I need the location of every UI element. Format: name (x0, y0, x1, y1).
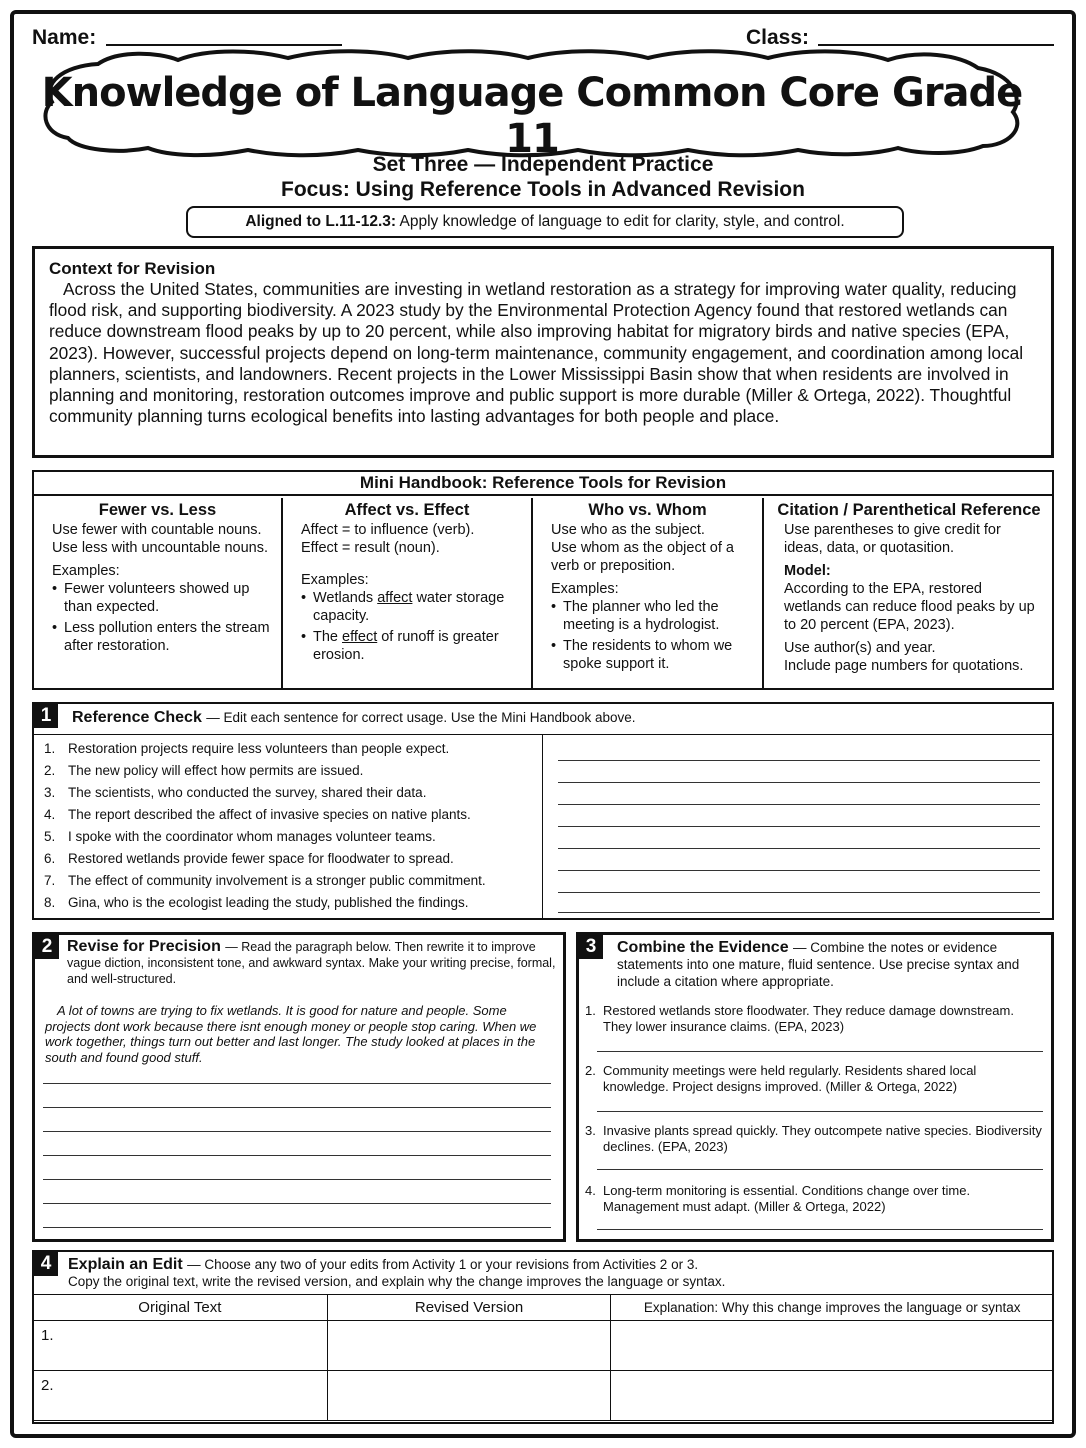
answer-line[interactable] (43, 1227, 551, 1228)
activity-3-title: Combine the Evidence (617, 939, 789, 956)
table-row (33, 1321, 1054, 1371)
list-item: 4. The report described the affect of invasive species on native plants. (44, 807, 471, 822)
affect-example-2: • The effect of runoff is greater erosion. (301, 628, 521, 664)
activity-2-desc: — Read the paragraph below. Then rewrite it to improve vague diction, inconsistent tone, and awkward syntax. Make your writing precise, formal, and well-structured. (67, 940, 556, 986)
handbook-affect-effect (283, 498, 533, 688)
column-header-original: Original Text (33, 1295, 328, 1321)
list-item: 5. I spoke with the coordinator whom manages volunteer teams. (44, 829, 436, 844)
activity-4-title: Explain an Edit (68, 1256, 183, 1273)
context-title: Context for Revision (49, 259, 216, 278)
fewer-examples-label: Examples: (52, 563, 120, 579)
title-banner (38, 46, 1026, 162)
combine-item-4: 4. Long-term monitoring is essential. Conditions change over time. Management must adapt. (Miller & Ortega, 2022) (585, 1183, 971, 1214)
revised-cell-2[interactable] (327, 1371, 611, 1421)
affect-examples-label: Examples: (301, 572, 369, 588)
combine-item-1: 1. Restored wetlands store floodwater. They reduce damage downstream. They lower insurance claims. (EPA, 2023) (585, 1003, 1014, 1034)
activity-4-desc: — Choose any two of your edits from Activity 1 or your revisions from Activities 2 or 3. (187, 1257, 699, 1272)
activity-3-desc: — Combine the notes or evidence statements into one mature, fluid sentence. Use precise syntax and include a citation where appropriate. (617, 940, 1020, 989)
answer-line[interactable] (43, 1203, 551, 1204)
answer-line[interactable] (558, 892, 1040, 893)
list-item: 2. The new policy will effect how permits are issued. (44, 763, 364, 778)
table-row (33, 1371, 1054, 1421)
activity-4-desc-2: Copy the original text, write the revised version, and explain why the change improves the language or syntax. (68, 1274, 726, 1289)
explanation-cell-1[interactable] (611, 1321, 1054, 1371)
context-box (32, 246, 1054, 458)
citation-heading: Citation / Parenthetical Reference (777, 501, 1041, 519)
who-example-1: • The planner who led the meeting is a hydrologist. (551, 598, 752, 634)
alignment-label: Aligned to L.11-12.3: (245, 213, 397, 230)
answer-line[interactable] (43, 1107, 551, 1108)
answer-line[interactable] (558, 848, 1040, 849)
handbook-citation (764, 498, 1052, 688)
citation-model: According to the EPA, restored wetlands can reduce flood peaks by up to 20 percent (EPA, 2023). (784, 581, 1035, 633)
standard-alignment (186, 206, 904, 238)
list-item: 7. The effect of community involvement is a stronger public commitment. (44, 873, 486, 888)
citation-rule: Use parentheses to give credit for ideas, data, or quotasition. (784, 522, 1001, 556)
handbook-fewer-less (34, 498, 283, 688)
reference-check-list (44, 738, 486, 914)
answer-line[interactable] (558, 870, 1040, 871)
activity-4-box (32, 1250, 1054, 1424)
activity-1-desc: — Edit each sentence for correct usage. Use the Mini Handbook above. (206, 710, 636, 725)
activity-1-title: Reference Check (72, 709, 202, 726)
citation-note-2: Include page numbers for quotations. (784, 658, 1024, 674)
who-heading: Who vs. Whom (588, 501, 707, 519)
affect-rule-2: Effect = result (noun). (301, 540, 440, 556)
revise-paragraph: A lot of towns are trying to fix wetlands. It is good for nature and people. Some projects dont work because there isnt enough money or people stop caring. When we work together, things turn out better and last longer. The study looked at places in the south and found good stuff. (45, 1003, 537, 1065)
activity-3-box (576, 932, 1054, 1242)
combine-item-2: 2. Community meetings were held regularly. Residents shared local knowledge. Project designs improved. (Miller & Ortega, 2022) (585, 1063, 977, 1094)
activity-2-header (67, 939, 561, 987)
answer-line[interactable] (43, 1131, 551, 1132)
who-rule-2: Use whom as the object of a verb or preposition. (551, 540, 734, 574)
explain-table-wrap (32, 1294, 1054, 1421)
activity-2-box (32, 932, 566, 1242)
combine-item-3: 3. Invasive plants spread quickly. They outcompete native species. Biodiversity declines. (EPA, 2023) (585, 1123, 1042, 1154)
answer-line[interactable] (597, 1111, 1043, 1112)
citation-note-1: Use author(s) and year. (784, 640, 936, 656)
list-item: 1. Restoration projects require less volunteers than people expect. (44, 741, 450, 756)
list-item: 6. Restored wetlands provide fewer space for floodwater to spread. (44, 851, 454, 866)
answer-line[interactable] (558, 782, 1040, 783)
answer-line[interactable] (43, 1179, 551, 1180)
fewer-example-1: • Fewer volunteers showed up than expected. (52, 580, 271, 616)
alignment-text: Apply knowledge of language to edit for clarity, style, and control. (399, 213, 845, 230)
fewer-rule: Use fewer with countable nouns. Use less with uncountable nouns. (52, 522, 269, 556)
activity-2-number: 2 (35, 935, 59, 959)
activity-3-header (617, 939, 1045, 990)
citation-model-label: Model: (784, 563, 831, 579)
column-header-explanation: Explanation: Why this change improves the language or syntax (611, 1295, 1054, 1321)
answer-line[interactable] (43, 1155, 551, 1156)
name-label: Name: (32, 26, 97, 49)
revised-cell-1[interactable] (327, 1321, 611, 1371)
answer-line[interactable] (43, 1083, 551, 1084)
activity-1-header (72, 709, 636, 727)
answer-line[interactable] (558, 804, 1040, 805)
affect-rule-1: Affect = to influence (verb). (301, 522, 475, 538)
activity-3-number: 3 (579, 935, 603, 959)
original-text-cell-2[interactable]: 2. (33, 1371, 328, 1421)
handbook-who-whom (533, 498, 764, 688)
focus-line: Focus: Using Reference Tools in Advanced Revision (281, 178, 805, 201)
activity-4-number: 4 (34, 1252, 58, 1276)
worksheet-title: Knowledge of Language Common Core Grade 11 (41, 70, 1023, 162)
answer-line[interactable] (597, 1229, 1043, 1230)
answer-line[interactable] (558, 826, 1040, 827)
activity-1-box (32, 702, 1054, 920)
affect-example-1: • Wetlands affect water storage capacity. (301, 589, 521, 625)
affect-heading: Affect vs. Effect (344, 501, 470, 519)
answer-line[interactable] (558, 760, 1040, 761)
explain-table (32, 1294, 1054, 1421)
activity-1-number: 1 (34, 704, 58, 728)
column-header-revised: Revised Version (327, 1295, 611, 1321)
who-example-2: • The residents to whom we spoke support it. (551, 637, 752, 673)
fewer-example-2: • Less pollution enters the stream after restoration. (52, 619, 271, 655)
who-examples-label: Examples: (551, 581, 619, 597)
list-item: 8. Gina, who is the ecologist leading the study, published the findings. (44, 895, 469, 910)
answer-line[interactable] (597, 1051, 1043, 1052)
list-item: 3. The scientists, who conducted the survey, shared their data. (44, 785, 427, 800)
fewer-heading: Fewer vs. Less (98, 501, 217, 519)
class-label: Class: (746, 26, 810, 49)
explanation-cell-2[interactable] (611, 1371, 1054, 1421)
handbook-title: Mini Handbook: Reference Tools for Revision (34, 472, 1052, 496)
activity-4-header (68, 1256, 1028, 1290)
who-rule-1: Use who as the subject. (551, 522, 705, 538)
original-text-cell-1[interactable]: 1. (33, 1321, 328, 1371)
activity-2-title: Revise for Precision (67, 938, 221, 955)
mini-handbook (32, 470, 1054, 690)
subtitle: Set Three — Independent Practice (372, 153, 714, 176)
answer-line[interactable] (558, 912, 1040, 913)
answer-line[interactable] (597, 1169, 1043, 1170)
context-body: Across the United States, communities are investing in wetland restoration as a strategy for improving water quality, reducing flood risk, and supporting biodiversity. A 2023 study by the Environmental Protection Agency found that restored wetlands can reduce downstream flood peaks by up to 20 percent, while also improving habitat for migratory birds and native species (EPA, 2023). However, successful projects depend on long-term maintenance, community engagement, and coordination among local planners, scientists, and landowners. Recent projects in the Lower Mississippi Basin show that when residents are involved in planning and monitoring, restoration outcomes improve and public support is more durable (Miller & Ortega, 2022). Thoughtful community planning turns ecological benefits into lasting advantages for both people and place. (49, 279, 1024, 427)
